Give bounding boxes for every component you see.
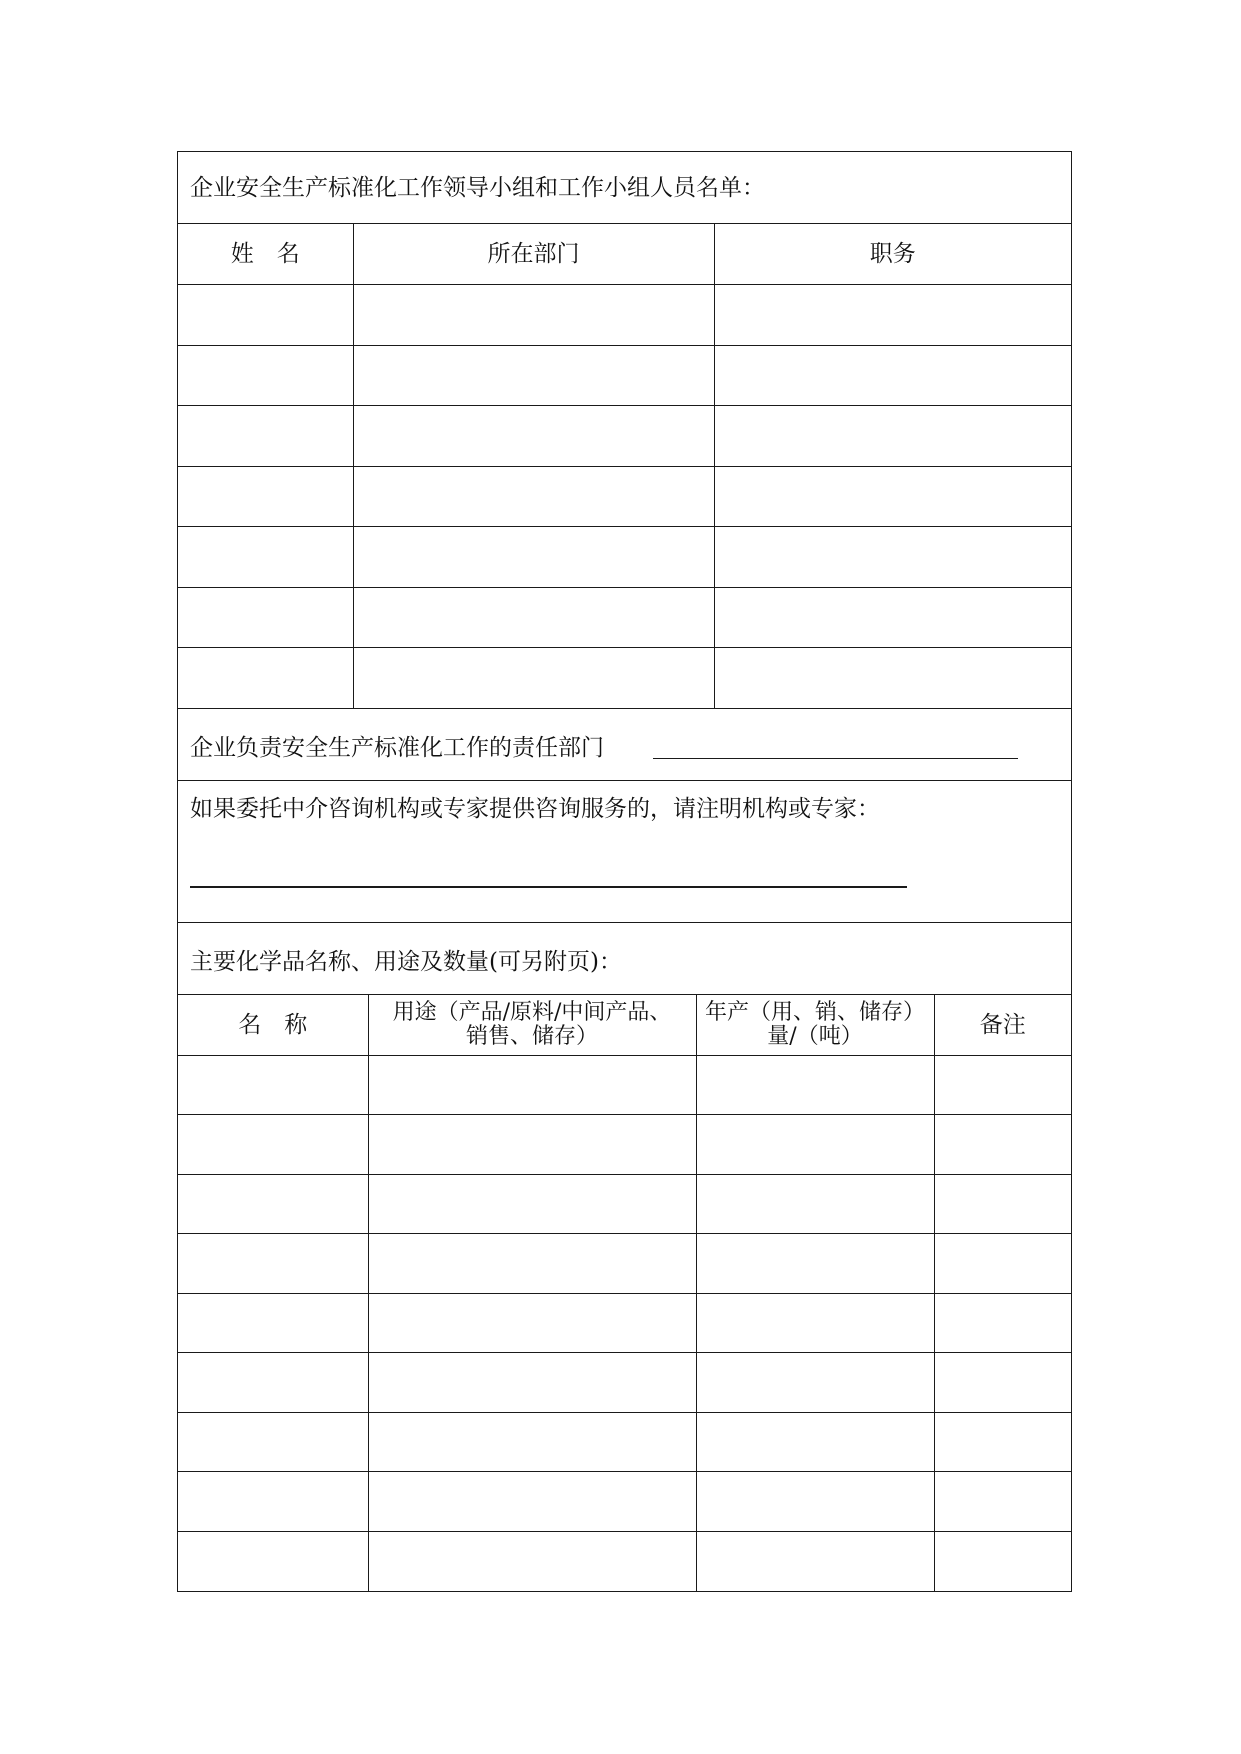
staff-department-cell[interactable] — [353, 285, 714, 346]
chemical-output-cell[interactable] — [696, 1531, 934, 1591]
staff-department-cell[interactable] — [353, 527, 714, 588]
responsible-department-label: 企业负责安全生产标准化工作的责任部门 — [190, 735, 604, 761]
responsible-department-field[interactable] — [653, 758, 1018, 759]
staff-table-row — [178, 406, 1071, 467]
staff-department-cell[interactable] — [353, 345, 714, 406]
staff-name-cell[interactable] — [178, 648, 353, 709]
staff-department-cell[interactable] — [353, 406, 714, 467]
chemicals-header-output-text — [705, 1001, 925, 1049]
chemical-remarks-cell[interactable] — [934, 1353, 1071, 1413]
chemical-name-cell[interactable] — [178, 1174, 368, 1234]
chemical-use-cell[interactable] — [368, 1472, 696, 1532]
staff-position-cell[interactable] — [714, 527, 1071, 588]
chemical-remarks-cell[interactable] — [934, 1115, 1071, 1175]
chemicals-header-output — [696, 995, 934, 1055]
chemical-remarks-cell[interactable] — [934, 1412, 1071, 1472]
chemicals-table-row — [178, 1234, 1071, 1294]
consulting-label: 如果委托中介咨询机构或专家提供咨询服务的，请注明机构或专家： — [190, 796, 880, 822]
chemical-use-cell[interactable] — [368, 1293, 696, 1353]
chemical-name-cell[interactable] — [178, 1293, 368, 1353]
staff-name-cell[interactable] — [178, 285, 353, 346]
staff-name-cell[interactable] — [178, 345, 353, 406]
staff-section-title: 企业安全生产标准化工作领导小组和工作小组人员名单： — [190, 175, 765, 201]
chemical-remarks-cell[interactable] — [934, 1234, 1071, 1294]
staff-position-cell[interactable] — [714, 345, 1071, 406]
staff-name-cell[interactable] — [178, 527, 353, 588]
staff-table-row — [178, 466, 1071, 527]
chemical-name-cell[interactable] — [178, 1115, 368, 1175]
chemical-remarks-cell[interactable] — [934, 1055, 1071, 1115]
staff-position-cell[interactable] — [714, 648, 1071, 709]
chemical-remarks-cell[interactable] — [934, 1531, 1071, 1591]
staff-header-position: 职务 — [714, 224, 1071, 285]
staff-table — [178, 224, 1071, 708]
chemical-output-cell[interactable] — [696, 1115, 934, 1175]
chemicals-header-name: 名 称 — [178, 995, 368, 1055]
consulting-row — [178, 781, 1071, 923]
chemical-use-cell[interactable] — [368, 1412, 696, 1472]
chemicals-table-row — [178, 1055, 1071, 1115]
chemical-name-cell[interactable] — [178, 1353, 368, 1413]
chemicals-table-row — [178, 1472, 1071, 1532]
chemicals-table-row — [178, 1412, 1071, 1472]
staff-header-name: 姓 名 — [178, 224, 353, 285]
chemical-output-cell[interactable] — [696, 1412, 934, 1472]
staff-table-row — [178, 648, 1071, 709]
chemical-remarks-cell[interactable] — [934, 1174, 1071, 1234]
chemical-name-cell[interactable] — [178, 1055, 368, 1115]
chemical-name-cell[interactable] — [178, 1234, 368, 1294]
staff-position-cell[interactable] — [714, 406, 1071, 467]
staff-table-container — [178, 224, 1071, 709]
chemical-output-cell[interactable] — [696, 1055, 934, 1115]
chemical-use-cell[interactable] — [368, 1174, 696, 1234]
chemicals-table-row — [178, 1293, 1071, 1353]
staff-table-row — [178, 285, 1071, 346]
consulting-field[interactable] — [190, 886, 907, 888]
chemicals-section-header — [178, 923, 1071, 995]
chemicals-header-use-line1: 用途（产品/原料/中间产品、 — [392, 999, 672, 1025]
chemicals-header-use-text — [393, 1001, 672, 1049]
safety-standardization-form — [177, 151, 1072, 1592]
chemical-output-cell[interactable] — [696, 1234, 934, 1294]
chemical-use-cell[interactable] — [368, 1115, 696, 1175]
chemical-name-cell[interactable] — [178, 1531, 368, 1591]
staff-name-cell[interactable] — [178, 587, 353, 648]
chemicals-table-row — [178, 1174, 1071, 1234]
staff-department-cell[interactable] — [353, 587, 714, 648]
chemicals-header-remarks: 备注 — [934, 995, 1071, 1055]
responsible-department-row — [178, 709, 1071, 781]
chemicals-header-use — [368, 995, 696, 1055]
staff-header-department: 所在部门 — [353, 224, 714, 285]
chemical-name-cell[interactable] — [178, 1412, 368, 1472]
staff-position-cell[interactable] — [714, 285, 1071, 346]
chemical-remarks-cell[interactable] — [934, 1472, 1071, 1532]
chemical-name-cell[interactable] — [178, 1472, 368, 1532]
chemicals-header-use-line2: 销售、储存） — [465, 1023, 598, 1049]
chemical-use-cell[interactable] — [368, 1234, 696, 1294]
chemical-remarks-cell[interactable] — [934, 1293, 1071, 1353]
chemical-output-cell[interactable] — [696, 1472, 934, 1532]
staff-department-cell[interactable] — [353, 466, 714, 527]
staff-name-cell[interactable] — [178, 406, 353, 467]
chemicals-header-output-line1: 年产（用、销、储存） — [704, 999, 925, 1025]
staff-department-cell[interactable] — [353, 648, 714, 709]
chemical-use-cell[interactable] — [368, 1055, 696, 1115]
staff-name-cell[interactable] — [178, 466, 353, 527]
chemical-output-cell[interactable] — [696, 1353, 934, 1413]
chemical-use-cell[interactable] — [368, 1531, 696, 1591]
chemical-output-cell[interactable] — [696, 1293, 934, 1353]
chemical-use-cell[interactable] — [368, 1353, 696, 1413]
chemical-output-cell[interactable] — [696, 1174, 934, 1234]
staff-table-row — [178, 587, 1071, 648]
staff-table-row — [178, 527, 1071, 588]
chemicals-table-header-row — [178, 995, 1071, 1055]
staff-section-header — [178, 152, 1071, 224]
chemicals-table-row — [178, 1353, 1071, 1413]
staff-table-header-row — [178, 224, 1071, 285]
staff-position-cell[interactable] — [714, 466, 1071, 527]
chemicals-table — [178, 995, 1071, 1591]
chemicals-table-row — [178, 1115, 1071, 1175]
chemicals-header-output-line2: 量/（吨） — [767, 1023, 863, 1049]
staff-table-row — [178, 345, 1071, 406]
chemicals-table-row — [178, 1531, 1071, 1591]
chemicals-section-title: 主要化学品名称、用途及数量(可另附页)： — [190, 949, 622, 975]
staff-position-cell[interactable] — [714, 587, 1071, 648]
